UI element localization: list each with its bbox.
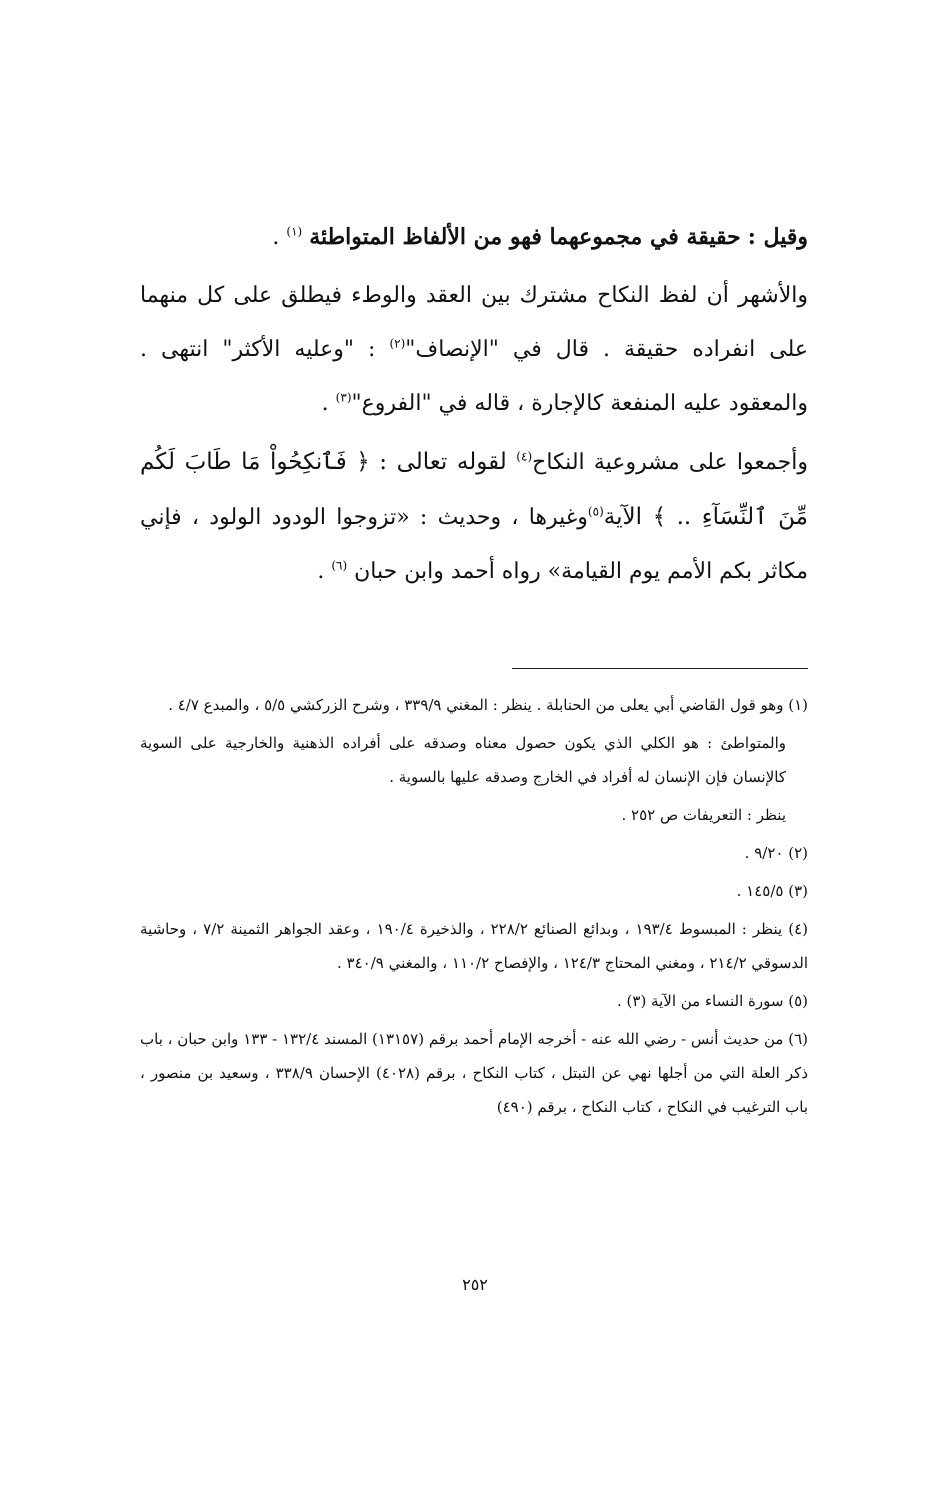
paragraph-1-text: حقيقة في مجموعهما فهو من الألفاظ المتواطئة — [309, 224, 741, 250]
paragraph-2-text-2: : "وعليه الأكثر" انتهى . والمعقود عليه المنفعة كالإجارة ، قاله في "الفروع" — [140, 337, 808, 416]
footnote-3: (٣) ١٤٥/٥ . — [736, 882, 808, 900]
paragraph-2-end: . — [321, 391, 336, 416]
footnote-ref-1: (١) — [286, 224, 303, 239]
paragraph-1-end: . — [272, 225, 287, 250]
footnote-ref-3: (٣) — [335, 390, 352, 405]
footnote-ref-4: (٤) — [516, 449, 533, 464]
footnote-1-note: والمتواطئ : هو الكلي الذي يكون حصول معناه وصدقه على أفراده الذهنية والخارجية على السوية كالإنسان فإن الإنسان له أفراد في الخارج وصدقه عليها بالسوية . — [140, 734, 786, 786]
footnotes — [140, 688, 808, 1128]
paragraph-3-text-3: وغيرها ، وحديث : «تزوجوا الودود الولود ، فإني مكاثر بكم الأمم يوم القيامة» رواه أحمد وابن حبان — [140, 505, 808, 584]
paragraph-3 — [140, 435, 808, 599]
footnote-6: (٦) من حديث أنس - رضي الله عنه - أخرجه الإمام أحمد برقم (١٣١٥٧) المسند ١٣٢/٤ - ١٣٣ وابن حبان ، باب ذكر العلة التي من أجلها نهي عن التبتل ، كتاب النكاح ، برقم (٤٠٢٨) الإحسان ٣٣٨/٩ ، وسعيد بن منصور ، باب الترغيب في النكاح ، كتاب النكاح ، برقم (٤٩٠) — [140, 1030, 809, 1116]
footnote-2: (٢) ٩/٢٠ . — [744, 844, 808, 862]
footnote-4: (٤) ينظر : المبسوط ١٩٣/٤ ، وبدائع الصنائع ٢٢٨/٢ ، والذخيرة ١٩٠/٤ ، وعقد الجواهر الثمينة ٧/٢ ، وحاشية الدسوقي ٢١٤/٢ ، ومغني المحتاج ١٢٤/٣ ، والإفصاح ١١٠/٢ ، والمغني ٣٤٠/٩ . — [140, 920, 808, 972]
quran-verse: لقوله تعالى : ﴿ فَٱنكِحُواْ مَا طَابَ لَكُم مِّنَ ٱلنِّسَآءِ .. ﴾ الآية — [140, 449, 808, 530]
paragraph-1-lead: وقيل : — [747, 224, 808, 250]
paragraph-2-text: والأشهر أن لفظ النكاح مشترك بين العقد والوطء فيطلق على كل منهما على انفراده حقيقة . قال في "الإنصاف" — [140, 283, 809, 362]
footnote-divider — [512, 668, 808, 669]
footnote-ref-6: (٦) — [331, 558, 348, 573]
paragraph-1 — [140, 210, 808, 265]
footnote-5: (٥) سورة النساء من الآية (٣) . — [616, 992, 808, 1010]
footnote-1-reference: ينظر : التعريفات ص ٢٥٢ . — [621, 806, 786, 824]
main-text — [140, 210, 808, 599]
footnote-ref-5: (٥) — [587, 504, 604, 519]
footnote-1: (١) وهو قول القاضي أبي يعلى من الحنابلة . ينظر : المغني ٣٣٩/٩ ، وشرح الزركشي ٥/٥ ، والمبدع ٤/٧ . — [168, 696, 808, 714]
page-number: ٢٥٢ — [462, 1275, 488, 1294]
paragraph-3-text: وأجمعوا على مشروعية النكاح — [532, 450, 808, 475]
footnote-ref-2: (٢) — [389, 336, 406, 351]
paragraph-2 — [140, 269, 808, 431]
paragraph-3-end: . — [317, 559, 332, 584]
